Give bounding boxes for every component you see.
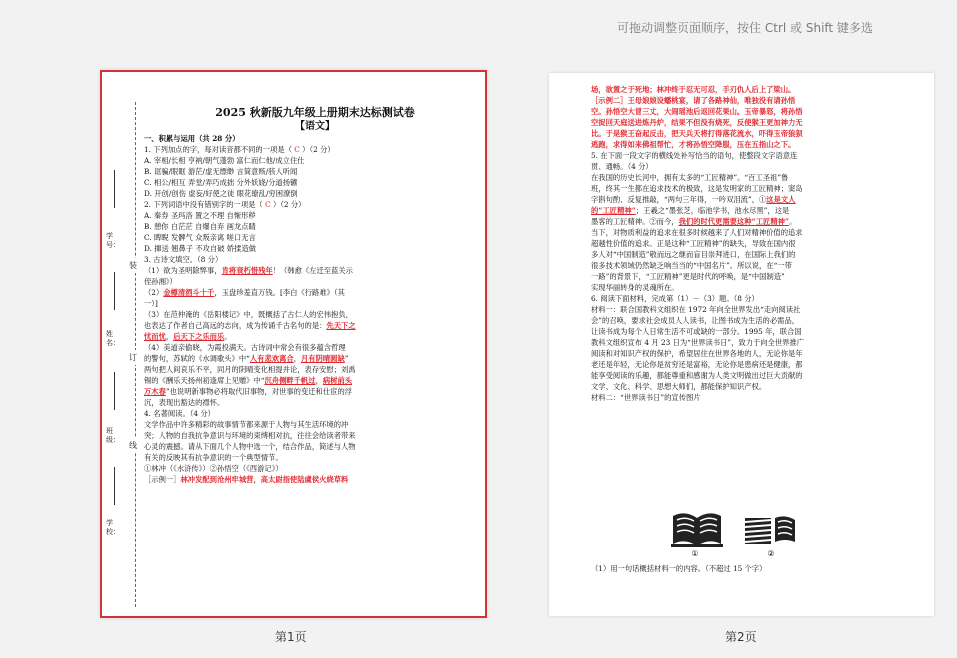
text-line bbox=[591, 337, 929, 348]
text-line bbox=[591, 172, 929, 183]
text-line bbox=[144, 177, 486, 188]
question-6-1: （1）用一句话概括材料一的内容。（不超过 15 个字） bbox=[591, 564, 767, 573]
figure-label-2: ② bbox=[767, 549, 775, 558]
striped-book-image-2 bbox=[745, 516, 795, 544]
page-2-content bbox=[591, 84, 929, 403]
answer-text: C bbox=[265, 200, 271, 209]
answer-text: 比。于是猴王奋起反击，把天兵天将打得落花流水，吓得玉帝狼狈 bbox=[591, 129, 803, 138]
text-line bbox=[591, 128, 929, 139]
text-segment: ；王羲之“墨张芝，临池学书，池水尽黑”，这是 bbox=[635, 206, 790, 215]
text-segment: 一）] bbox=[144, 299, 158, 308]
answer-text: C bbox=[294, 145, 300, 154]
text-segment: （1）欲为圣明除弊事， bbox=[144, 266, 222, 275]
school-label: 学校： bbox=[106, 519, 120, 536]
text-segment: 材料一：联合国教科文组织在 1972 年向全世界发出“走向阅读社 bbox=[591, 305, 801, 314]
text-segment: 侄孙湘》） bbox=[144, 277, 177, 286]
text-segment: ）（2 分） bbox=[299, 145, 335, 154]
text-segment: ， bbox=[165, 332, 174, 341]
text-segment: （2） bbox=[144, 288, 164, 297]
answer-text: 我们的时代更需要这种“工匠精神” bbox=[678, 217, 790, 226]
text-line bbox=[144, 210, 486, 221]
text-line bbox=[144, 188, 486, 199]
text-line bbox=[591, 381, 929, 392]
text-line bbox=[591, 293, 929, 304]
text-segment: 也表达了作者自己高远的志向，成为传诵千古名句的是： bbox=[144, 321, 327, 330]
text-segment: 。 bbox=[789, 217, 797, 226]
text-line bbox=[144, 408, 486, 419]
text-line bbox=[144, 221, 486, 232]
text-segment: 有关的反映其有抗争意识的一个典型情节。 bbox=[144, 453, 283, 462]
text-line bbox=[591, 205, 929, 216]
text-segment: 。 bbox=[224, 332, 232, 341]
text-segment: 材料二：“世界读书日”的宣传图片 bbox=[591, 393, 701, 402]
text-line bbox=[591, 227, 929, 238]
text-line bbox=[144, 199, 486, 210]
text-line bbox=[144, 243, 486, 254]
name-label: 姓名： bbox=[106, 330, 120, 347]
text-line bbox=[144, 144, 486, 155]
text-line bbox=[144, 419, 486, 430]
text-segment: 贯、通畅。（4 分） bbox=[591, 162, 653, 171]
text-line bbox=[144, 309, 486, 320]
answer-text: 的“工匠精神” bbox=[591, 206, 636, 215]
text-line bbox=[591, 139, 929, 150]
text-segment: 文学作品中许多精彩的故事情节都来源于人物与其生活环境的冲 bbox=[144, 420, 349, 429]
text-line bbox=[591, 150, 929, 161]
text-segment: ！（韩愈《左迁至蓝关示 bbox=[272, 266, 353, 275]
answer-text: 先天下之 bbox=[326, 321, 356, 330]
page-1-label: 第1页 bbox=[275, 630, 307, 644]
text-segment: 2. 下列词语中没有错别字的一项是（ bbox=[144, 200, 266, 209]
text-line bbox=[591, 106, 929, 117]
text-segment: ， bbox=[293, 354, 301, 363]
text-segment: ①林冲（《水浒传》）②孙悟空（《西游记》） bbox=[144, 464, 283, 473]
student-id-label: 学号： bbox=[106, 232, 120, 249]
text-line bbox=[144, 441, 486, 452]
text-segment: B. 诓骗/眼眶 游茫/虚无缥缈 言简意赅/骇人听闻 bbox=[144, 167, 298, 176]
page-1-content bbox=[144, 106, 486, 485]
text-segment: ，玉盘珍羞直万钱。[李白《行路难》（其 bbox=[214, 288, 345, 297]
text-line bbox=[144, 353, 486, 364]
text-line bbox=[144, 133, 486, 144]
page-thumbnail-2[interactable] bbox=[549, 73, 934, 616]
text-segment: 班，终其一生都在追求技术的极致，这是发明家的工匠精神；窦岛 bbox=[591, 184, 803, 193]
text-segment: 能享受阅读的乐趣，都能尊重和感谢为人类文明做出过巨大贡献的 bbox=[591, 371, 803, 380]
answer-text: 王母娘娘设蟠桃宴，请了各路神仙，唯独没有请孙悟 bbox=[627, 96, 796, 105]
answer-text: 金樽清酒斗十千 bbox=[163, 288, 215, 297]
text-line bbox=[144, 287, 486, 298]
text-line bbox=[591, 216, 929, 227]
text-line bbox=[144, 474, 486, 485]
text-line bbox=[591, 392, 929, 403]
text-segment: （4）美道亲偷晓，为霞投满天。古诗词中常会有很多蕴含哲理 bbox=[144, 343, 346, 352]
text-segment: 多人对“中国制造”敬而远之继而盲目崇拜进口，在国际上我们的 bbox=[591, 250, 796, 259]
answer-text: 场，欲置之于死地；林冲终于忍无可忍，手刃仇人后上了梁山。 bbox=[591, 85, 796, 94]
answer-text: 沉舟侧畔千帆过 bbox=[264, 376, 316, 385]
text-line bbox=[591, 282, 929, 293]
text-segment: 在我国的历史长河中，拥有太多的“工匠精神”。“百工圣祖”鲁 bbox=[591, 173, 789, 182]
answer-text: 后天下之乐而乐 bbox=[173, 332, 225, 341]
text-line bbox=[591, 260, 929, 271]
text-line bbox=[591, 315, 929, 326]
text-line bbox=[591, 249, 929, 260]
text-segment: 实现华丽转身的灵魂所在。 bbox=[591, 283, 679, 292]
text-line bbox=[591, 161, 929, 172]
text-line bbox=[591, 271, 929, 282]
text-segment: 墨客的工匠精神。②而今， bbox=[591, 217, 679, 226]
text-line bbox=[144, 298, 486, 309]
text-segment: 字斟句酌、反复推敲，“两句三年得，一吟双泪流”，① bbox=[591, 195, 767, 204]
text-segment: ）（2 分） bbox=[270, 200, 306, 209]
answer-text: 忧而忧 bbox=[144, 332, 166, 341]
text-segment: 很多技术领域仍然缺乏响当当的“中国名片”。所以说，在“一带 bbox=[591, 261, 792, 270]
text-line bbox=[144, 276, 486, 287]
text-line bbox=[144, 155, 486, 166]
school-line bbox=[114, 467, 116, 505]
binding-word-zhuang: 装 bbox=[129, 258, 137, 273]
answer-text: 人有悲欢离合 bbox=[249, 354, 294, 363]
text-segment: A. 宰相/长相 亨衲/朝气蓬勃 富仁而仁他/成立住仕 bbox=[144, 156, 305, 165]
text-line bbox=[144, 254, 486, 265]
text-segment: 让读书成为每个人日常生活不可或缺的一部分。1995 年，联合国 bbox=[591, 327, 802, 336]
text-line bbox=[144, 397, 486, 408]
text-segment: 一路”的背景下，“工匠精神”更是时代的呼唤，是“中国制造” bbox=[591, 272, 785, 281]
answer-text: 肯将衰朽惜残年 bbox=[221, 266, 273, 275]
world-book-day-images bbox=[667, 510, 807, 558]
text-line bbox=[144, 342, 486, 353]
text-line bbox=[591, 359, 929, 370]
text-line bbox=[144, 265, 486, 276]
text-line bbox=[591, 84, 929, 95]
text-segment: A. 秦券 圣玛洛 置之不理 自惭形秽 bbox=[144, 211, 256, 220]
answer-text: 空。孙悟空大冒三丈，大闹瑶池后返回花果山。玉帝暴怒，将孙悟 bbox=[591, 107, 803, 116]
text-segment: ”也说明新事物必将取代旧事物，对世事的变迁和仕宦的浮 bbox=[165, 387, 353, 396]
text-segment: （3）在范仲淹的《岳阳楼记》中，既概括了古仁人的宏伟抱负， bbox=[144, 310, 353, 319]
text-line bbox=[144, 364, 486, 375]
binding-word-xian: 线 bbox=[129, 438, 137, 453]
class-label: 班级： bbox=[106, 427, 120, 444]
text-segment: ” bbox=[344, 354, 349, 363]
answer-text: 逃跑，求得如来佛祖帮忙，才将孙悟空降服，压在五指山之下。 bbox=[591, 140, 796, 149]
text-segment: 4. 名著阅读。（4 分） bbox=[144, 409, 215, 418]
text-segment: 1. 下列加点的字，每对读音都不同的一项是（ bbox=[144, 145, 295, 154]
text-line bbox=[144, 430, 486, 441]
binding-word-ding: 订 bbox=[129, 350, 137, 365]
class-line bbox=[114, 372, 116, 410]
text-segment: 教科文组织宣布 4 月 23 日为“世界读书日”，致力于向全世界推广 bbox=[591, 338, 805, 347]
text-segment: ， bbox=[315, 376, 323, 385]
exam-title: 2025 秋新版九年级上册期末达标测试卷 bbox=[215, 106, 415, 119]
answer-text: 万木春 bbox=[144, 387, 166, 396]
text-line bbox=[591, 238, 929, 249]
text-segment: ［示例一］ bbox=[144, 475, 181, 484]
text-line bbox=[144, 375, 486, 386]
text-segment: 两句把人间哀乐不平，同月的阴晴变化相提并论，表存安慰；刘禹 bbox=[144, 365, 356, 374]
text-segment: 5. 在下面一段文字的横线处补写恰当的语句，使整段文字语意连 bbox=[591, 151, 798, 160]
name-line bbox=[114, 272, 116, 310]
answer-text: ［示例二］ bbox=[591, 96, 628, 105]
text-segment: D. 撺送 翘鼻子 不攻自破 娇揉造做 bbox=[144, 244, 257, 253]
page-thumbnail-1[interactable] bbox=[100, 70, 487, 618]
text-line bbox=[591, 304, 929, 315]
answer-text: 空捉回天庭送进炼丹炉，结果不但没有烧死，反使猴王更加神力无 bbox=[591, 118, 803, 127]
figure-label-1: ① bbox=[691, 549, 699, 558]
text-segment: C. 睥睨 发髀气 众叛亲离 嗟口无言 bbox=[144, 233, 256, 242]
text-segment: 一、积累与运用（共 28 分） bbox=[144, 134, 240, 143]
page-order-hint: 可拖动调整页面顺序，按住 Ctrl 或 Shift 键多选 bbox=[617, 21, 873, 35]
text-line bbox=[591, 348, 929, 359]
text-segment: 会”的召唤，要求社会成员人人读书，让图书成为生活的必需品， bbox=[591, 316, 800, 325]
text-segment: 锡的《酬乐天扬州初逢席上见赠》中“ bbox=[144, 376, 265, 385]
text-segment: 6. 阅读下面材料，完成第（1）－（3）题。（8 分） bbox=[591, 294, 759, 303]
text-line bbox=[144, 386, 486, 397]
answer-text: 月有阴晴圆缺 bbox=[300, 354, 345, 363]
text-line bbox=[144, 331, 486, 342]
text-line bbox=[144, 320, 486, 331]
page-2-label: 第2页 bbox=[725, 630, 757, 644]
text-segment: 突；人物的自我抗争意识与环境的束缚相对抗，往往会给读者带来 bbox=[144, 431, 356, 440]
text-line bbox=[591, 183, 929, 194]
text-segment: 的警句，苏轼的《水调歌头》中“ bbox=[144, 354, 250, 363]
text-line bbox=[144, 463, 486, 474]
text-segment: C. 相公/相互 弄堂/弄巧成拙 分外妖娆/分道扬镳 bbox=[144, 178, 298, 187]
text-line bbox=[591, 117, 929, 128]
page-1-lines bbox=[144, 133, 486, 485]
text-line bbox=[591, 326, 929, 337]
text-segment: 文学、文化、科学、思想大师们，都能保护知识产权。 bbox=[591, 382, 767, 391]
text-line bbox=[144, 232, 486, 243]
text-segment: D. 开创/创伤 虚妄/好使之徒 眼花缭乱/穷困潦倒 bbox=[144, 189, 298, 198]
text-segment: 沉，表现出豁达的襟怀。 bbox=[144, 398, 225, 407]
text-line bbox=[591, 194, 929, 205]
text-segment: 3. 古诗文填空。（8 分） bbox=[144, 255, 223, 264]
answer-text: 病树前头 bbox=[322, 376, 353, 385]
page-2-lines bbox=[591, 84, 929, 403]
text-line bbox=[144, 166, 486, 177]
answer-text: 这是文人 bbox=[766, 195, 796, 204]
text-segment: 当下，对物质利益的追求在很多时候越来了人们对精神价值的追求 bbox=[591, 228, 803, 237]
student-id-line bbox=[114, 170, 116, 208]
text-segment: 超越性价值的追求。正是这种“工匠精神”的缺失，导致在国内很 bbox=[591, 239, 796, 248]
text-segment: 心灵的震撼。请从下面几个人物中选一个，结合作品，简述与人物 bbox=[144, 442, 356, 451]
text-segment: 阅读和对知识产权的保护，希望居住在世界各地的人，无论你是年 bbox=[591, 349, 803, 358]
text-line bbox=[591, 370, 929, 381]
text-line bbox=[144, 452, 486, 463]
text-line bbox=[591, 95, 929, 106]
text-segment: B. 憩你 白茫茫 自爆自弃 画龙点睛 bbox=[144, 222, 256, 231]
exam-subject: 【语文】 bbox=[295, 121, 335, 132]
text-segment: 老还是年轻，无论你是贫穷还是富裕，无论你是患病还是健康，都 bbox=[591, 360, 803, 369]
answer-text: 林冲发配到沧州牢城营，高太尉指使陆虞侯火烧草料 bbox=[180, 475, 349, 484]
open-book-image-1 bbox=[671, 513, 723, 547]
